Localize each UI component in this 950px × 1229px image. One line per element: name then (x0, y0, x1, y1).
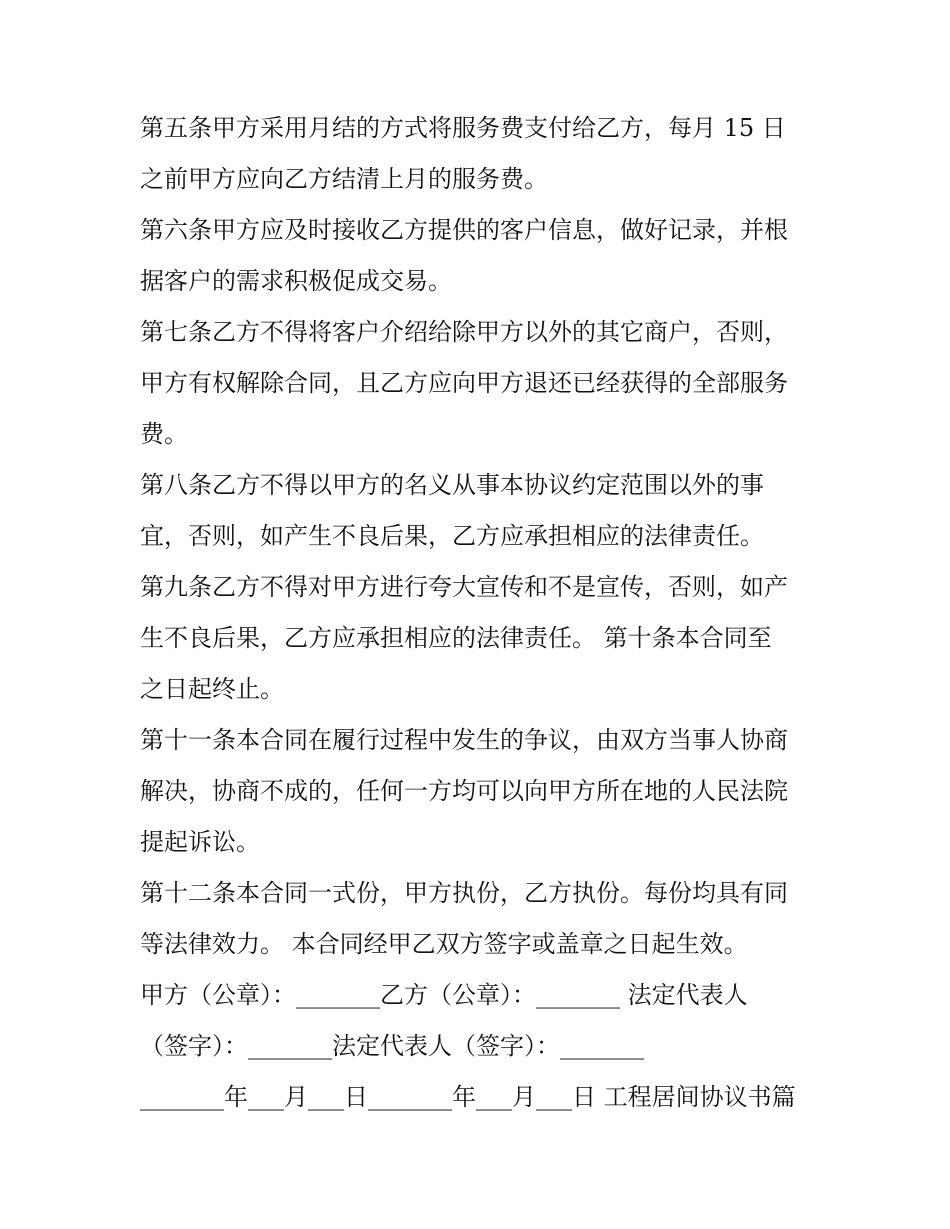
text-line: 费。 (140, 420, 188, 448)
clause-11 (140, 715, 820, 868)
signature-line: （签字）：_______法定代表人（签字）：_______ (140, 1032, 644, 1060)
text-line: 第九条乙方不得对甲方进行夸大宣传和不是宣传，否则，如产 (140, 573, 788, 601)
text-line: 第十一条本合同在履行过程中发生的争议，由双方当事人协商 (140, 726, 788, 754)
text-line: 第八条乙方不得以甲方的名义从事本协议约定范围以外的事 (140, 471, 764, 499)
text-line: 提起诉讼。 (140, 828, 260, 856)
clause-12 (140, 868, 820, 970)
text-line: 之日起终止。 (140, 675, 284, 703)
text-line: 生不良后果，乙方应承担相应的法律责任。 第十条本合同至 (140, 624, 772, 652)
text-line: 第十二条本合同一式份，甲方执份，乙方执份。每份均具有同 (140, 879, 788, 907)
text-line: 等法律效力。 本合同经甲乙双方签字或盖章之日起生效。 (140, 930, 748, 958)
text-line: 据客户的需求积极促成交易。 (140, 267, 452, 295)
text-line: 解决，协商不成的，任何一方均可以向甲方所在地的人民法院 (140, 777, 788, 805)
text-line: 第七条乙方不得将客户介绍给除甲方以外的其它商户，否则， (140, 318, 788, 346)
clause-7 (140, 307, 820, 460)
signature-line: 甲方（公章）：_______乙方（公章）：_______ 法定代表人 (140, 981, 748, 1009)
date-line: _______年___月___日_______年___月___日 工程居间协议书篇 (140, 1083, 796, 1111)
signature-block (140, 970, 820, 1123)
text-line: 第五条甲方采用月结的方式将服务费支付给乙方，每月 15 日 (140, 114, 786, 142)
clause-6 (140, 205, 820, 307)
contract-text (140, 103, 820, 1123)
text-line: 第六条甲方应及时接收乙方提供的客户信息，做好记录，并根 (140, 216, 788, 244)
text-line: 宜，否则，如产生不良后果，乙方应承担相应的法律责任。 (140, 522, 764, 550)
text-line: 甲方有权解除合同，且乙方应向甲方退还已经获得的全部服务 (140, 369, 788, 397)
text-line: 之前甲方应向乙方结清上月的服务费。 (140, 165, 548, 193)
clause-8 (140, 460, 820, 562)
clause-5 (140, 103, 820, 205)
clause-9-10 (140, 562, 820, 715)
